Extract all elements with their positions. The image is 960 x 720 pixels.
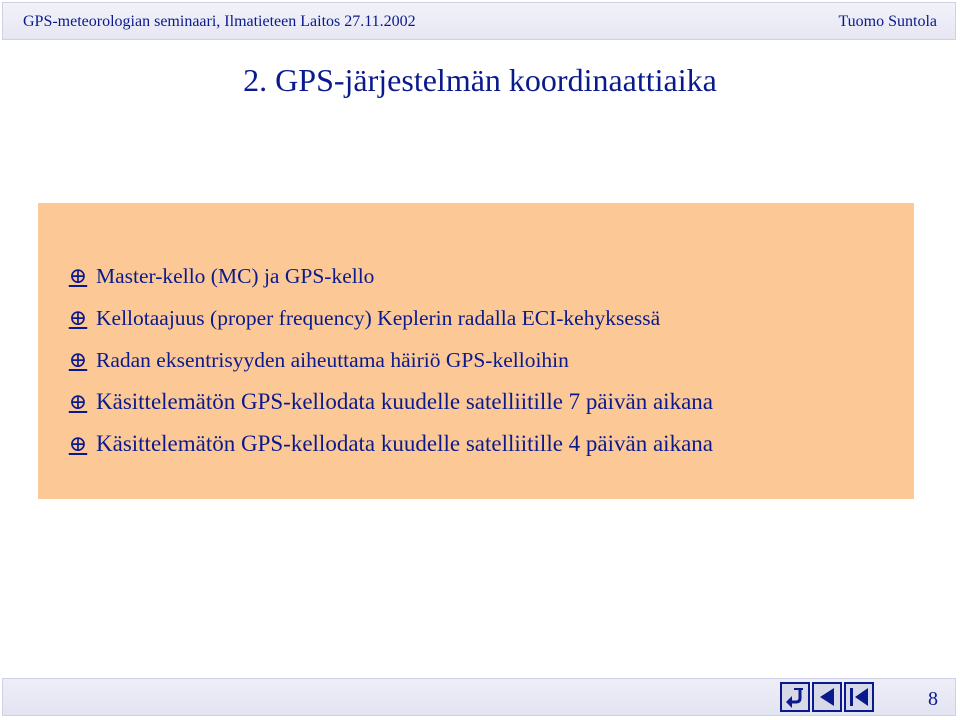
header-seminar-title: GPS-meteorologian seminaari, Ilmatieteen Laitos 27.11.2002 — [23, 13, 416, 30]
bullet-circle-plus-icon[interactable]: ⊕ — [68, 389, 88, 414]
page-number: 8 — [928, 688, 938, 710]
next-slide-icon — [848, 686, 870, 708]
bullet-circle-plus-icon[interactable]: ⊕ — [68, 263, 88, 288]
bullet-item — [66, 381, 713, 423]
return-icon — [784, 686, 806, 708]
header-bar — [2, 2, 956, 40]
navigation-buttons — [780, 682, 874, 712]
bullet-item — [66, 423, 713, 465]
bullet-circle-plus-icon[interactable]: ⊕ — [68, 305, 88, 330]
header-author: Tuomo Suntola — [838, 13, 937, 30]
bullet-text: Käsittelemätön GPS-kellodata kuudelle satelliitille 4 päivän aikana — [96, 431, 713, 456]
previous-slide-button[interactable] — [812, 682, 842, 712]
bullet-text: Kellotaajuus (proper frequency) Keplerin radalla ECI-kehyksessä — [96, 305, 661, 330]
bullet-text: Käsittelemätön GPS-kellodata kuudelle satelliitille 7 päivän aikana — [96, 389, 713, 414]
bullet-item — [66, 255, 713, 297]
bullet-item — [66, 297, 713, 339]
bullet-item — [66, 339, 713, 381]
bullet-circle-plus-icon[interactable]: ⊕ — [68, 347, 88, 372]
slide-title: 2. GPS-järjestelmän koordinaattiaika — [243, 62, 717, 98]
next-slide-button[interactable] — [844, 682, 874, 712]
bullet-circle-plus-icon[interactable]: ⊕ — [68, 431, 88, 456]
content-box — [38, 203, 914, 499]
bullet-text: Master-kello (MC) ja GPS-kello — [96, 263, 375, 288]
return-button[interactable] — [780, 682, 810, 712]
previous-slide-icon — [816, 686, 838, 708]
bullet-text: Radan eksentrisyyden aiheuttama häiriö GPS-kelloihin — [96, 347, 569, 372]
bullet-list — [66, 255, 713, 465]
